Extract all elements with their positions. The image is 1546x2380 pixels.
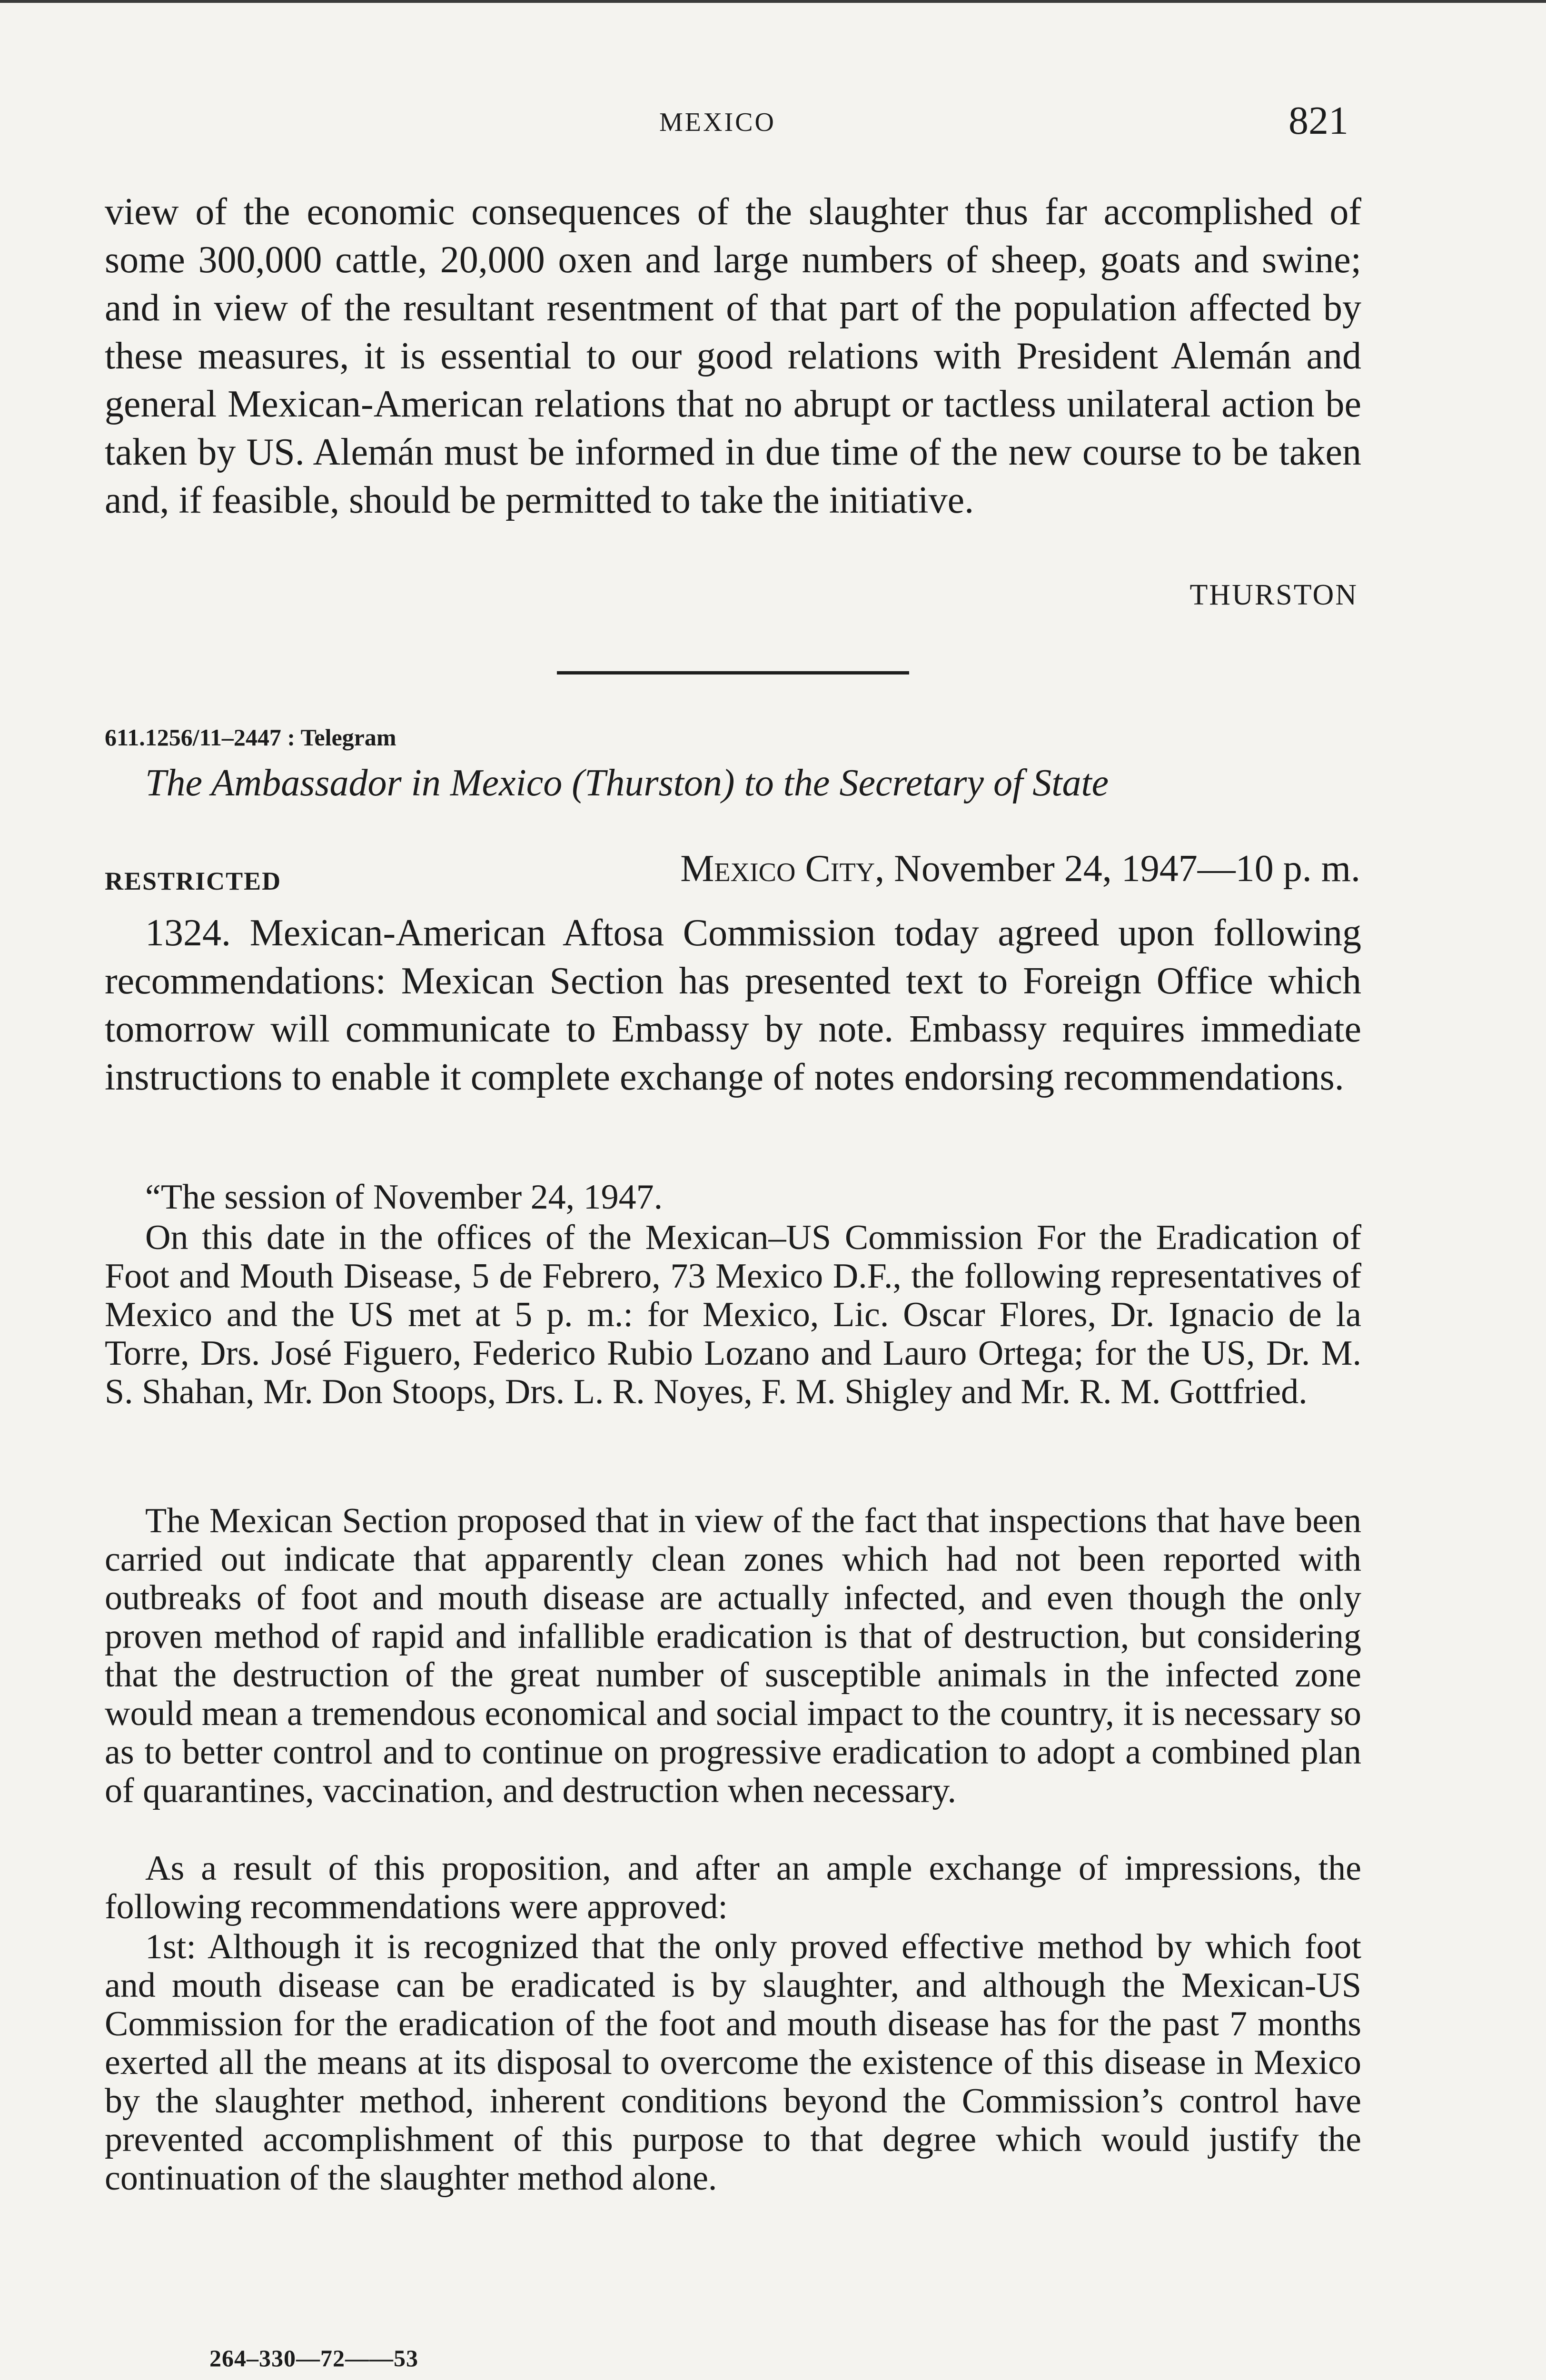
- quoted-proposal-paragraph: The Mexican Section proposed that in view of the fact that inspections that have been carried out indicate that apparently clean zones which had not been reported with outbreaks of foot and mouth disease are actually infected, and even though the only proven method of rapid and infallible eradication is that of destruction, but considering that the destruction of the great number of susceptible animals in the infected zone would mean a tremendous economical and social impact to the country, it is necessary so as to better control and to continue on progressive eradication to adopt a combined plan of quarantines, vaccination, and destruction when necessary.: [105, 1501, 1361, 1810]
- quoted-attendance-paragraph: On this date in the offices of the Mexican–US Commission For the Eradication of Foot and Mouth Disease, 5 de Febrero, 73 Mexico D.F., the following representatives of Mexico and the US met at 5 p. m.: for Mexico, Lic. Oscar Flores, Dr. Ignacio de la Torre, Drs. José Figuero, Federico Rubio Lozano and Lauro Ortega; for the US, Dr. M. S. Shahan, Mr. Don Stoops, Drs. L. R. Noyes, F. M. Shigley and Mr. R. M. Gottfried.: [105, 1218, 1361, 1411]
- continuation-paragraph: view of the economic consequences of the slaughter thus far accomplished of some 300,000 cattle, 20,000 oxen and large numbers of sheep, goats and swine; and in view of the resultant resentment of that part of the population affected by these measures, it is essential to our good relations with President Alemán and general Mexican-American relations that no abrupt or tactless unilateral action be taken by US. Alemán must be informed in due time of the new course to be taken and, if feasible, should be permitted to take the initiative.: [105, 191, 1361, 521]
- page-number: 821: [1288, 99, 1348, 143]
- dateline-date: November 24, 1947—10 p. m.: [894, 848, 1360, 890]
- document-title: The Ambassador in Mexico (Thurston) to the Secretary of State: [145, 762, 1109, 804]
- quoted-first-recommendation: 1st: Although it is recognized that the only proved effective method by which foot and mouth disease can be eradicated is by slaughter, and although the Mexican-US Commission for the eradication of the foot and mouth disease has for the past 7 months exerted all the means at its disposal to overcome the existence of this disease in Mexico by the slaughter method, inherent conditions beyond the Commission’s control have prevented accomplishment of this purpose to that degree which would justify the continuation of the slaughter method alone.: [105, 1927, 1361, 2198]
- running-header: MEXICO: [659, 108, 776, 137]
- quoted-session-line: “The session of November 24, 1947.: [145, 1178, 663, 1217]
- section-divider: [557, 671, 909, 674]
- printer-code: 264–330—72——53: [209, 2345, 418, 2371]
- classification-label: RESTRICTED: [105, 867, 282, 895]
- dateline-place: Mexico City,: [680, 848, 885, 890]
- telegram-body: 1324. Mexican-American Aftosa Commission today agreed upon following recommendations: Mexican Section has presented text to Foreign Office which tomorrow will communicate to Embassy by note. Embassy requires immediate instructions to enable it complete exchange of notes endorsing recommendations.: [105, 912, 1361, 1098]
- scan-edge: [0, 0, 1546, 3]
- file-reference: 611.1256/11–2447 : Telegram: [105, 724, 396, 751]
- dateline: [680, 847, 1360, 891]
- quoted-result-paragraph: As a result of this proposition, and after an ample exchange of impressions, the following recommendations were approved:: [105, 1849, 1361, 1926]
- signature: THURSTON: [1189, 579, 1358, 611]
